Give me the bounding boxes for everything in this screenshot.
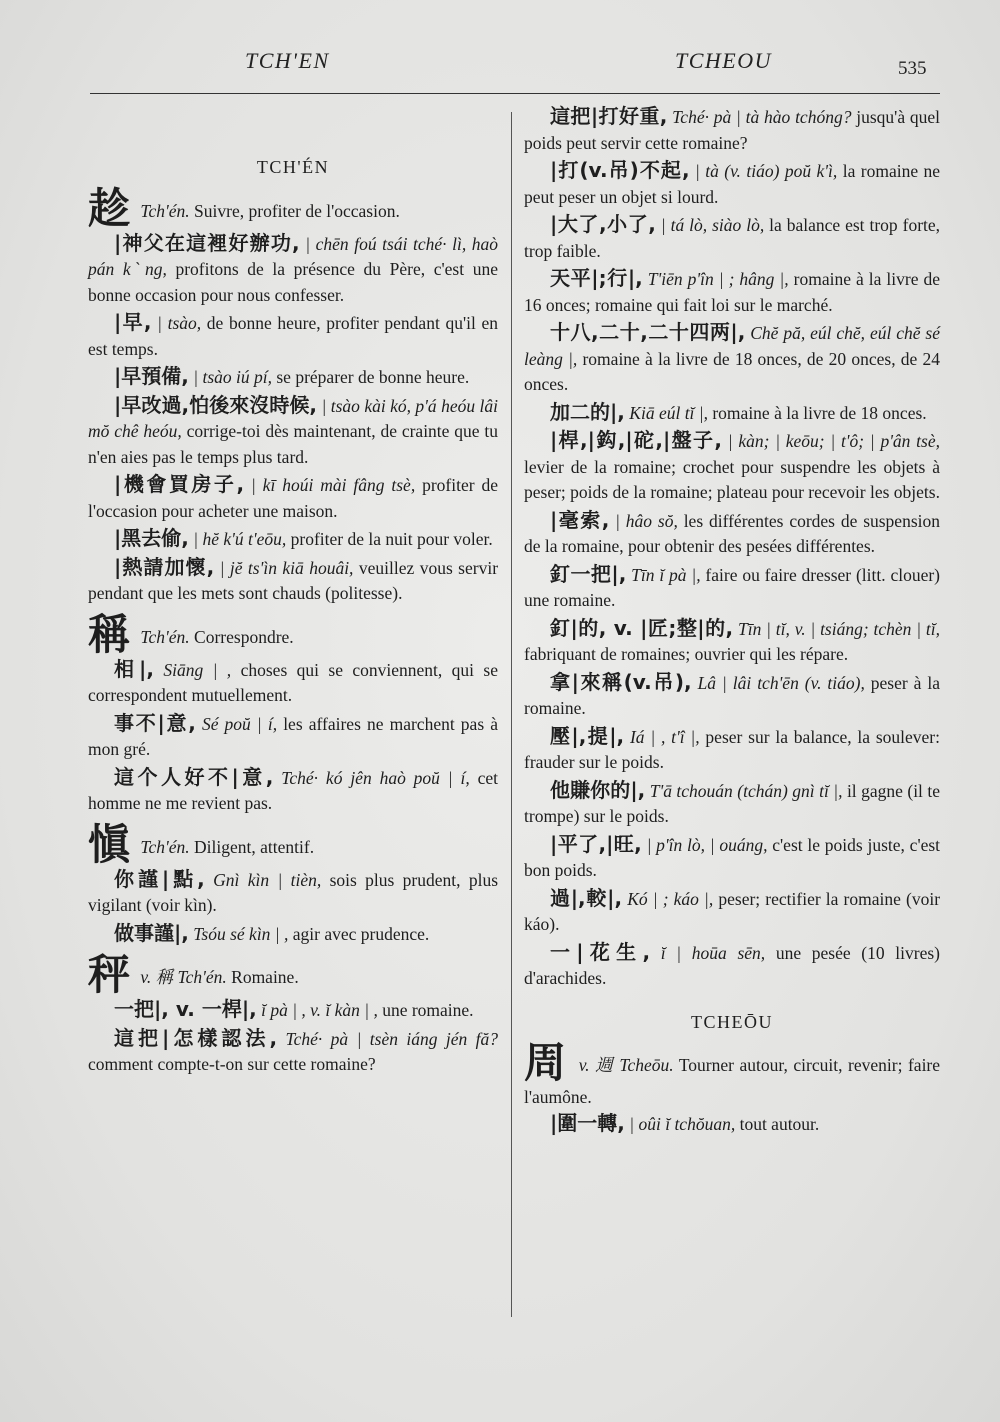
running-head-left: TCH'EN xyxy=(245,48,330,73)
column-divider xyxy=(511,112,512,1317)
right-column xyxy=(524,104,940,1139)
chinese-expression: |早, xyxy=(114,310,152,334)
romanization: Tch'én. xyxy=(140,626,190,647)
sub-entry-romanization: T'ā tchouán (tchán) gnì tĭ |, xyxy=(649,780,843,801)
definition: Suivre, profiter de l'occasion. xyxy=(194,200,400,221)
sub-entry xyxy=(88,364,498,391)
variant-note: v. 週 xyxy=(578,1055,614,1075)
translation: agir avec prudence. xyxy=(292,923,430,944)
section-heading: TCH'ÉN xyxy=(256,157,330,177)
sub-entry-romanization: Tché· pà | tsèn iáng jén fă? xyxy=(285,1028,499,1049)
sub-entry xyxy=(524,212,940,264)
sub-entry-romanization: | tà (v. tiáo) poŭ k'ì, xyxy=(694,161,838,181)
chinese-expression: |機會買房子, xyxy=(114,472,245,496)
chinese-expression: |毫索, xyxy=(550,507,610,532)
translation: profiter de la nuit pour voler. xyxy=(290,529,493,549)
sub-entry-romanization: Tché· kó jên haò poŭ | í, xyxy=(281,767,470,788)
chinese-expression: |桿,|鈎,|砣,|盤子, xyxy=(550,428,723,452)
sub-entry xyxy=(524,400,940,427)
e1-sub-entries xyxy=(88,231,498,607)
variant-note: v. 稱 xyxy=(140,967,174,987)
chinese-expression: 做事謹|, xyxy=(114,920,189,945)
sub-entry-romanization: Tīn | tĭ, v. | tsiáng; tchèn | tĭ, xyxy=(737,618,940,639)
sub-entry xyxy=(524,886,940,938)
e2-sub-entries xyxy=(88,657,498,817)
sub-entry xyxy=(88,997,498,1024)
sub-entry xyxy=(88,921,498,948)
sub-entry xyxy=(524,266,940,318)
translation: corrige-toi dès maintenant, de crainte que tu n'en aies pas le temps plus tard. xyxy=(88,421,499,467)
sub-entry-romanization: ĭ | hoūa sēn, xyxy=(660,942,766,963)
romanization: Tch'én. xyxy=(140,836,190,857)
dictionary-entry xyxy=(524,1038,941,1111)
sub-entry xyxy=(524,320,940,398)
sub-entry xyxy=(88,711,498,763)
translation: c'est le poids juste, c'est bon poids. xyxy=(524,834,941,880)
translation: peser; rectifier la romaine (voir káo). xyxy=(524,888,941,934)
sub-entry xyxy=(88,867,498,919)
sub-entry xyxy=(88,393,498,471)
translation: choses qui se conviennent, qui se correspondent mutuellement. xyxy=(88,659,499,705)
sub-entry-romanization: ĭ pà | , v. ĭ kàn | , xyxy=(261,1000,378,1020)
chinese-expression: 十八,二十,二十四两|, xyxy=(550,320,746,344)
translation: de bonne heure, profiter pendant qu'il en est temps. xyxy=(88,313,499,359)
chinese-expression: 壓|,提|, xyxy=(550,723,625,748)
sub-entry xyxy=(524,940,940,992)
chinese-expression: |大了,小了, xyxy=(550,212,656,236)
head-character: 周 xyxy=(524,1038,568,1087)
header-rule xyxy=(90,93,940,94)
chinese-expression: 天平|;行|, xyxy=(550,266,643,290)
dictionary-entry xyxy=(88,609,498,659)
sub-entry-romanization: Siāng | , xyxy=(163,659,232,680)
translation: peser à la romaine. xyxy=(524,672,940,718)
head-character: 秤 xyxy=(88,950,131,999)
sub-entry xyxy=(524,724,940,776)
sub-entry xyxy=(88,1026,498,1078)
sub-entry xyxy=(524,832,940,884)
sub-entry-romanization: | tsào, xyxy=(157,313,202,333)
sub-entry-romanization: | kī hoúi mài fâng tsè, xyxy=(250,475,416,495)
sub-entry-romanization: | tsào kài kó, p'á heóu lâi mŏ chê heóu, xyxy=(88,395,499,441)
dictionary-entry xyxy=(88,183,498,233)
chinese-expression: 你謹|點, xyxy=(114,866,205,891)
sub-entry-romanization: | tsào iú pí, xyxy=(193,367,272,387)
dictionary-entry xyxy=(88,950,498,999)
section-heading: TCHEŌU xyxy=(691,1011,773,1032)
sub-entry-romanization: Tché· pà | tà hào tchóng? xyxy=(672,107,852,127)
sub-entry xyxy=(88,526,498,553)
head-character: 稱 xyxy=(88,609,131,659)
translation: une romaine. xyxy=(382,1000,474,1020)
running-head-right: TCHEOU xyxy=(675,48,773,73)
sub-entry xyxy=(524,428,940,506)
sub-entry xyxy=(88,310,498,362)
e4-sub-entries xyxy=(88,997,498,1078)
definition: Correspondre. xyxy=(194,626,294,647)
translation: faire ou faire dresser (litt. clouer) une romaine. xyxy=(524,564,940,610)
sub-entry xyxy=(524,616,940,668)
translation: romaine à la livre de 18 onces, de 20 onces, de 24 onces. xyxy=(524,348,940,394)
translation: il gagne (il te trompe) sur le poids. xyxy=(524,780,941,826)
chinese-expression: 相|, xyxy=(114,656,154,681)
translation: tout autour. xyxy=(739,1113,820,1134)
romanization: Tcheōu. xyxy=(619,1055,674,1075)
sub-entry-romanization: Gnì kìn | tièn, xyxy=(213,869,322,890)
continued-sub-entries xyxy=(524,104,940,992)
translation: profiter de l'occasion pour acheter une maison. xyxy=(88,475,499,521)
chinese-expression: 釘一把|, xyxy=(550,561,627,586)
romanization: Tch'én. xyxy=(177,967,227,987)
sub-entry xyxy=(524,158,940,210)
chinese-expression: 拿|來稱(v.吊), xyxy=(550,669,692,694)
head-character: 愼 xyxy=(88,819,131,869)
translation: profitons de la présence du Père, c'est une bonne occasion pour nous confesser. xyxy=(88,259,498,305)
sub-entry-romanization: Iá | , t'î |, xyxy=(629,726,700,747)
e3-sub-entries xyxy=(88,867,498,948)
chinese-expression: |打(v.吊)不起, xyxy=(550,158,690,182)
sub-entry xyxy=(524,778,940,830)
translation: jusqu'à quel poids peut servir cette romaine? xyxy=(524,107,941,153)
chinese-expression: |熱請加懷, xyxy=(114,554,215,579)
translation: peser sur la balance, la soulever: frauder sur le poids. xyxy=(524,726,941,772)
sub-entry-romanization: | hĕ k'ú t'eōu, xyxy=(193,529,287,549)
translation: la romaine ne peut peser un objet si lourd. xyxy=(524,161,941,207)
translation: cet homme ne me revient pas. xyxy=(88,767,499,813)
head-character: 趁 xyxy=(88,183,131,233)
sub-entry-romanization: Sé poŭ | í, xyxy=(201,713,278,734)
chinese-expression: 過|,較|, xyxy=(550,885,623,910)
chinese-expression: |早預備, xyxy=(114,364,189,388)
chinese-expression: 加二的|, xyxy=(550,399,625,424)
translation: levier de la romaine; crochet pour suspendre les objets à peser; poids de la romaine; plateau pour recevoir les objets. xyxy=(524,456,940,502)
chinese-expression: |神父在這裡好辦功, xyxy=(114,230,300,255)
chinese-expression: 這个人好不|意, xyxy=(114,764,274,789)
chinese-expression: 釘|的, v. |匠;整|的, xyxy=(550,615,734,640)
sub-entry-romanization: | tá lò, siào lò, xyxy=(660,215,765,235)
translation: les différentes cordes de suspension de la romaine, pour obtenir des pesées différentes. xyxy=(524,510,941,556)
sub-entry xyxy=(88,657,498,709)
chinese-expression: |平了,|旺, xyxy=(550,831,642,856)
sub-entry-romanization: Lâ | lâi tch'ēn (v. tiáo), xyxy=(697,672,865,693)
sub-entry-romanization: | jĕ ts'ìn kiā houâi, xyxy=(219,557,354,578)
translation: la balance est trop forte, trop faible. xyxy=(524,215,941,261)
translation: une pesée (10 livres) d'arachides. xyxy=(524,942,941,988)
sub-entry xyxy=(524,670,940,722)
chinese-expression: 這把|怎樣認法, xyxy=(114,1025,278,1050)
sub-entry xyxy=(524,104,940,156)
translation: comment compte-t-on sur cette romaine? xyxy=(88,1054,376,1074)
sub-entry xyxy=(88,472,498,524)
sub-entry-romanization: Kó | ; káo |, xyxy=(627,888,714,909)
e5-sub-entries xyxy=(524,1111,940,1138)
translation: romaine à la livre de 16 onces; romaine qui fait loi sur le marché. xyxy=(524,269,940,315)
chinese-expression: |早改過,怕後來沒時候, xyxy=(114,392,318,417)
sub-entry xyxy=(524,562,940,614)
chinese-expression: 事不|意, xyxy=(114,710,196,735)
sub-entry-romanization: | p'în lò, | ouáng, xyxy=(646,834,768,855)
sub-entry xyxy=(88,231,498,309)
romanization: Tch'én. xyxy=(140,200,190,221)
sub-entry-romanization: | hâo sŏ, xyxy=(615,510,678,531)
translation: fabriquant de romaines; ouvrier qui les répare. xyxy=(524,644,849,664)
dictionary-entry xyxy=(88,819,498,869)
page-number: 535 xyxy=(898,58,927,79)
sub-entry-romanization: Chĕ pă, eúl chĕ, eúl chĕ sé leàng |, xyxy=(524,323,940,369)
sub-entry-romanization: | oûi ĭ tchŏuan, xyxy=(629,1113,736,1134)
chinese-expression: |黑去偷, xyxy=(114,526,189,550)
sub-entry-romanization: Tīn ĭ pà |, xyxy=(631,564,701,585)
chinese-expression: 這把|打好重, xyxy=(550,104,668,128)
sub-entry-romanization: | chēn foú tsái tché· lì, haò pán kˋng, xyxy=(88,233,499,279)
translation: sois plus prudent, plus vigilant (voir kìn). xyxy=(88,869,498,915)
sub-entry xyxy=(88,555,498,607)
translation: romaine à la livre de 18 onces. xyxy=(712,402,927,423)
sub-entry xyxy=(88,765,498,817)
sub-entry-romanization: | kàn; | keōu; | t'ô; | p'ân tsè, xyxy=(727,431,940,451)
translation: les affaires ne marchent pas à mon gré. xyxy=(88,713,499,759)
sub-entry xyxy=(524,1111,940,1138)
left-column xyxy=(88,155,498,1080)
translation: se préparer de bonne heure. xyxy=(276,367,470,387)
sub-entry-romanization: Kiā eúl tĭ |, xyxy=(629,402,708,423)
translation: veuillez vous servir pendant que les mets sont chauds (politesse). xyxy=(88,557,499,603)
definition: Diligent, attentif. xyxy=(194,836,315,857)
chinese-expression: |圍一轉, xyxy=(550,1110,625,1135)
sub-entry xyxy=(524,508,940,560)
definition: Tourner autour, circuit, revenir; faire l'aumône. xyxy=(524,1055,941,1107)
chinese-expression: 他賺你的|, xyxy=(550,777,646,802)
chinese-expression: 一把|, v. 一桿|, xyxy=(114,997,257,1021)
sub-entry-romanization: T'iēn p'în | ; hâng |, xyxy=(647,269,789,289)
sub-entry-romanization: Tsóu sé kìn | , xyxy=(193,923,289,944)
chinese-expression: 一|花生, xyxy=(550,939,651,964)
definition: Romaine. xyxy=(231,967,299,987)
